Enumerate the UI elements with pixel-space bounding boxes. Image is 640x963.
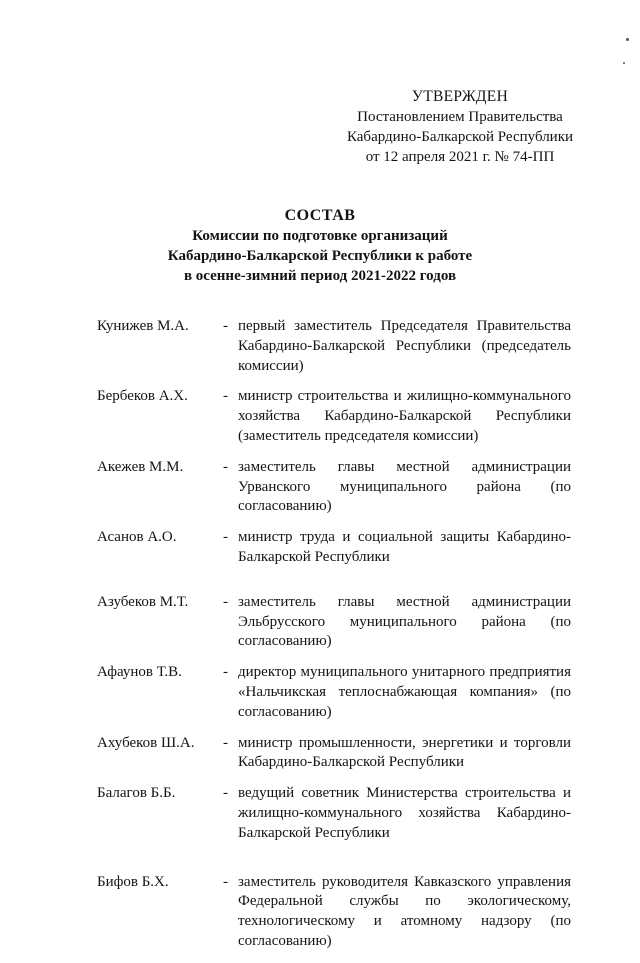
document-title: СОСТАВ	[284, 207, 356, 224]
member-role: министр строительства и жилищно-коммунального хозяйства Кабардино-Балкарской Республики (заместитель председателя комиссии)	[238, 388, 571, 444]
member-dash: -	[223, 785, 228, 802]
member-role: директор муниципального унитарного предприятия «Нальчикская теплоснабжающая компания» (по согласованию)	[238, 664, 571, 720]
member-name: Азубеков М.Т.	[97, 593, 189, 610]
member-name: Балагов Б.Б.	[97, 785, 176, 802]
member-role: заместитель руководителя Кавказского управления Федеральной службы по экологическому, технологическому и атомному надзору (по согласованию)	[238, 873, 571, 949]
member-role: заместитель главы местной администрации Урванского муниципального района (по согласованию)	[238, 458, 571, 515]
member-role: министр промышленности, энергетики и торговли Кабардино-Балкарской Республики	[238, 734, 571, 771]
approval-line-1: Постановлением Правительства	[357, 109, 563, 125]
member-name: Асанов А.О.	[97, 529, 177, 546]
approval-line-3: от 12 апреля 2021 г. № 74-ПП	[365, 149, 555, 165]
member-row	[97, 873, 571, 952]
member-dash: -	[223, 873, 228, 890]
members-list	[97, 317, 571, 963]
scan-speck	[626, 38, 629, 41]
member-dash: -	[223, 734, 228, 751]
member-row	[97, 528, 571, 568]
approval-title: УТВЕРЖДЕН	[411, 88, 509, 105]
member-row	[97, 663, 571, 722]
member-role: первый заместитель Председателя Правительства Кабардино-Балкарской Республики (председатель комиссии)	[238, 318, 571, 374]
member-row	[97, 387, 571, 446]
member-role: ведущий советник Министерства строительства и жилищно-коммунального хозяйства Кабардино-Балкарской Республики	[238, 785, 571, 841]
member-dash: -	[223, 318, 228, 334]
member-dash: -	[223, 529, 228, 546]
heading-line-3: в осенне-зимний период 2021-2022 годов	[183, 268, 457, 284]
member-name: Акежев М.М.	[97, 458, 184, 475]
member-name: Бифов Б.Х.	[97, 873, 169, 890]
document-heading	[0, 206, 640, 286]
member-name: Ахубеков Ш.А.	[97, 734, 195, 751]
member-row	[97, 458, 571, 517]
member-row	[97, 593, 571, 652]
heading-line-1: Комиссии по подготовке организаций	[192, 228, 448, 244]
member-role: министр труда и социальной защиты Кабардино-Балкарской Республики	[238, 529, 571, 565]
member-name: Бербеков А.Х.	[97, 388, 188, 405]
member-dash: -	[223, 664, 228, 681]
approval-line-2: Кабардино-Балкарской Республики	[346, 129, 574, 145]
member-dash: -	[223, 388, 228, 405]
member-row	[97, 734, 571, 774]
approval-block	[340, 87, 580, 167]
member-row	[97, 784, 571, 843]
member-name: Кунижев М.А.	[97, 318, 189, 334]
member-dash: -	[223, 593, 228, 610]
member-dash: -	[223, 458, 228, 475]
heading-line-2: Кабардино-Балкарской Республики к работе	[167, 248, 473, 264]
member-name: Афаунов Т.В.	[97, 664, 182, 681]
scan-speck	[623, 62, 625, 64]
member-role: заместитель главы местной администрации Эльбрусского муниципального района (по согласованию)	[238, 593, 571, 650]
member-row	[97, 317, 571, 376]
